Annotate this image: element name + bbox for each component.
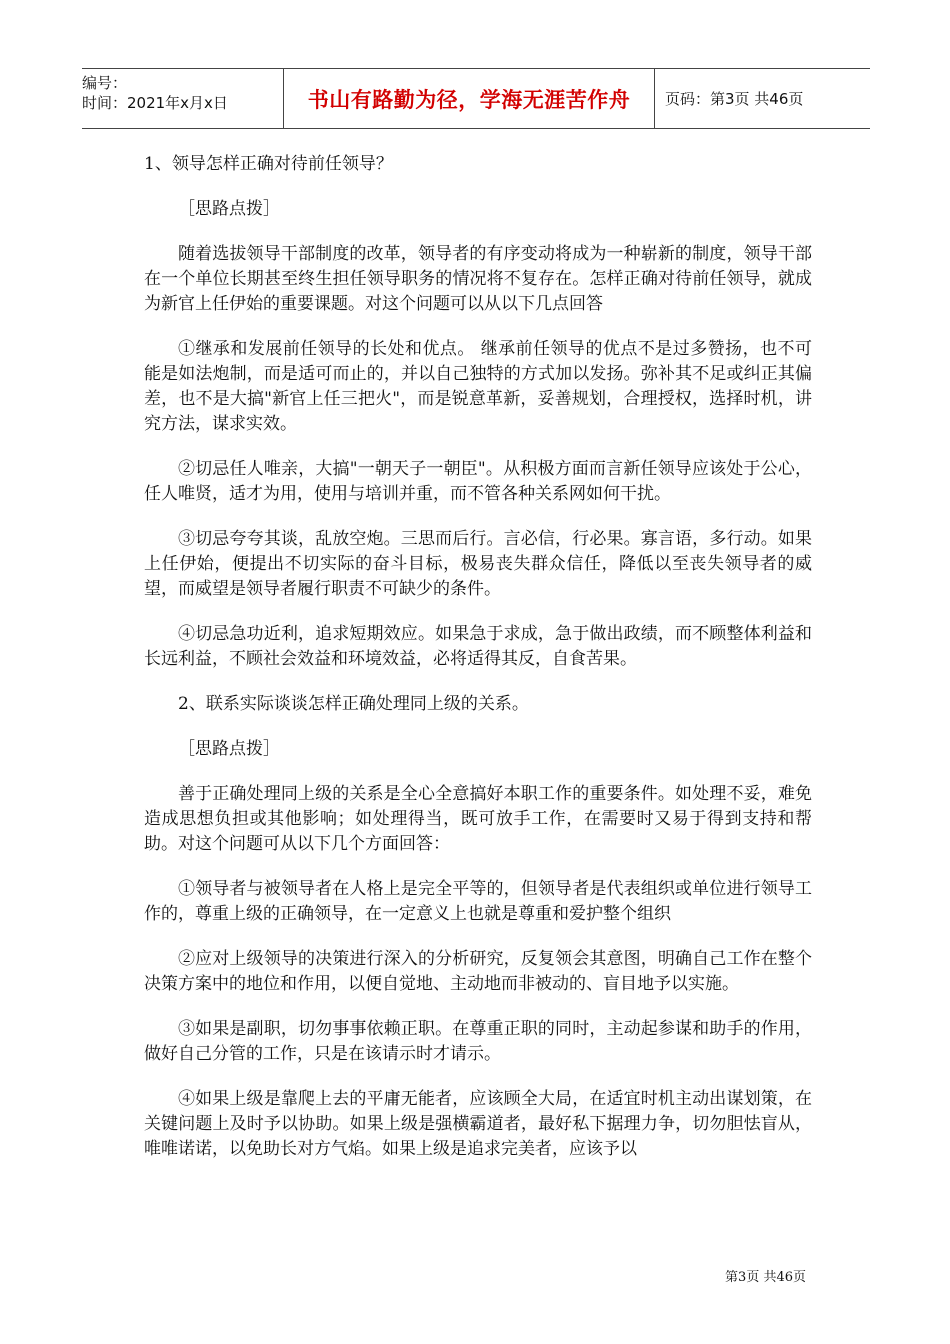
body-paragraph: ①继承和发展前任领导的长处和优点。 继承前任领导的优点不是过多赞扬，也不可能是如法炮制，而是适可而止的，并以自己独特的方式加以发扬。弥补其不足或纠正其偏差，也不是大搞"新官上任三把火"，而是锐意革新，妥善规划，合理授权，选择时机，讲究方法，谋求实效。	[144, 339, 812, 434]
hint-label: ［思路点拨］	[178, 199, 280, 219]
header-motto: 书山有路勤为径，学海无涯苦作舟	[283, 69, 655, 128]
time-label: 时间：2021年x月x日	[82, 94, 228, 112]
page-footer: 第3页 共46页	[725, 1270, 806, 1285]
header-meta	[82, 69, 283, 128]
body-paragraph: ④如果上级是靠爬上去的平庸无能者，应该顾全大局，在适宜时机主动出谋划策，在关键问题上及时予以协助。如果上级是强横霸道者，最好私下据理力争，切勿胆怯盲从，唯唯诺诺，以免助长对方气焰。如果上级是追求完美者，应该予以	[144, 1089, 812, 1159]
body-paragraph: ③切忌夸夸其谈，乱放空炮。三思而后行。言必信，行必果。寡言语，多行动。如果上任伊始，便提出不切实际的奋斗目标，极易丧失群众信任，降低以至丧失领导者的威望，而威望是领导者履行职责不可缺少的条件。	[144, 529, 812, 599]
body-paragraph: ②应对上级领导的决策进行深入的分析研究，反复领会其意图，明确自己工作在整个决策方案中的地位和作用，以便自觉地、主动地而非被动的、盲目地予以实施。	[144, 949, 812, 994]
header-page-info: 页码：第3页 共46页	[665, 90, 804, 108]
hint-label: ［思路点拨］	[178, 739, 280, 759]
body-paragraph: ②切忌任人唯亲，大搞"一朝天子一朝臣"。从积极方面而言新任领导应该处于公心，任人唯贤，适才为用，使用与培训并重，而不管各种关系网如何干扰。	[144, 459, 812, 504]
document-body	[144, 152, 812, 1182]
question-heading: 1、领导怎样正确对待前任领导？	[144, 154, 393, 174]
body-paragraph: ①领导者与被领导者在人格上是完全平等的，但领导者是代表组织或单位进行领导工作的，尊重上级的正确领导，在一定意义上也就是尊重和爱护整个组织	[144, 879, 812, 924]
body-paragraph: 随着选拔领导干部制度的改革，领导者的有序变动将成为一种崭新的制度，领导干部在一个单位长期甚至终生担任领导职务的情况将不复存在。怎样正确对待前任领导，就成为新官上任伊始的重要课题。对这个问题可以从以下几点回答	[144, 244, 812, 314]
body-paragraph: ④切忌急功近利，追求短期效应。如果急于求成，急于做出政绩，而不顾整体利益和长远利益，不顾社会效益和环境效益，必将适得其反，自食苦果。	[144, 624, 812, 669]
body-paragraph: ③如果是副职，切勿事事依赖正职。在尊重正职的同时，主动起参谋和助手的作用，做好自己分管的工作，只是在该请示时才请示。	[144, 1019, 812, 1064]
body-paragraph: 善于正确处理同上级的关系是全心全意搞好本职工作的重要条件。如处理不妥，难免造成思想负担或其他影响；如处理得当，既可放手工作，在需要时又易于得到支持和帮助。对这个问题可从以下几个方面回答：	[144, 784, 812, 854]
page-header	[82, 68, 870, 129]
number-label: 编号：	[82, 74, 128, 92]
question-heading: 2、联系实际谈谈怎样正确处理同上级的关系。	[178, 694, 529, 714]
